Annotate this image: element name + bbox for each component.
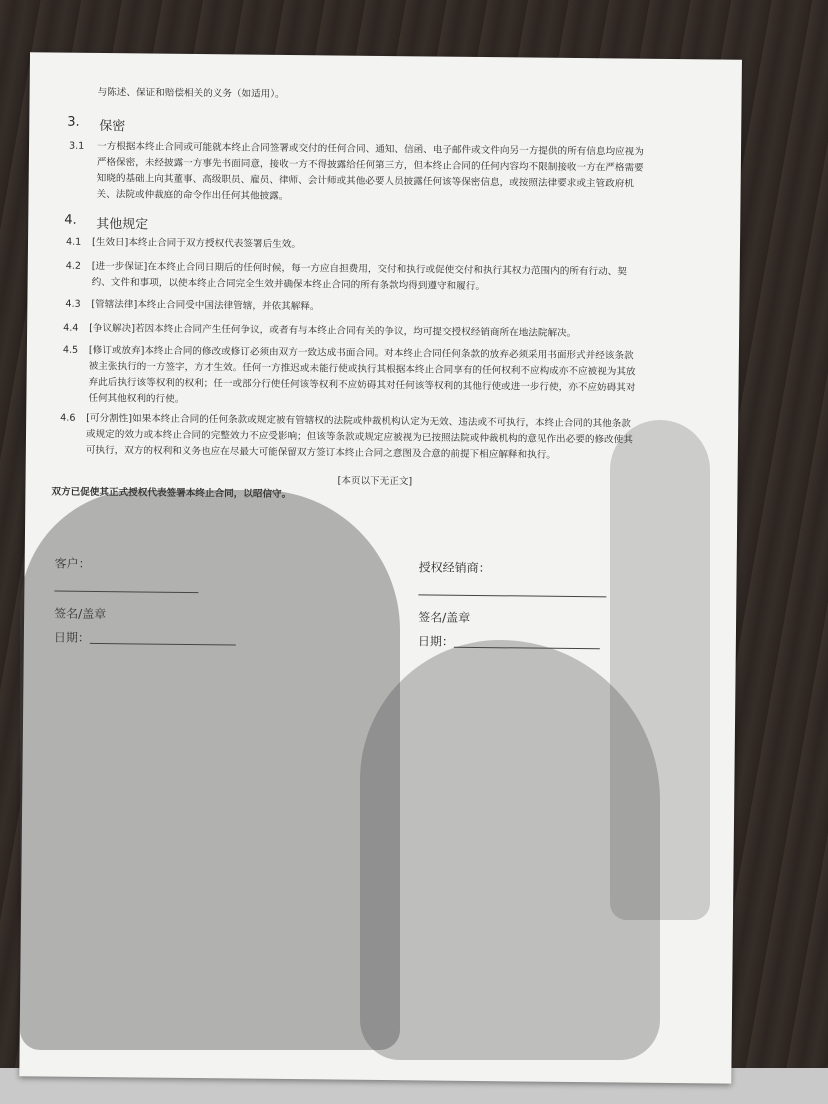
clause-3-1-line-4: 关、法院或仲裁庭的命令作出任何其他披露。 [96, 188, 289, 202]
clause-4-1-number: 4.1 [65, 236, 82, 248]
clause-4-6-line-2: 或规定的效力或本终止合同的完整效力不应受影响；但该等条款或规定应被视为已按照法院或仲裁机构的意见作出必要的修改使其 [85, 428, 633, 446]
dealer-date-label: 日期： [417, 634, 454, 649]
clause-4-5-line-4: 任何其他权利的行使。 [88, 392, 185, 405]
document-page [19, 52, 742, 1083]
clause-4-5-line-2: 被主张执行的一方签字，方才生效。任何一方推迟或未能行使或执行其根据本终止合同享有的任何权利不应构成亦不应被视为其放 [88, 360, 636, 378]
clause-4-4-line-1: [争议解决]若因本终止合同产生任何争议，或者有与本终止合同有关的争议，均可提交授权经销商所在地法院解决。 [89, 322, 577, 340]
clause-4-6-line-1: [可分割性]如果本终止合同的任何条款或规定被有管辖权的法院或仲裁机构认定为无效、违法或不可执行，本终止合同的其他条款 [86, 412, 631, 430]
dealer-signature-line [418, 594, 606, 597]
clause-4-2-line-1: [进一步保证]在本终止合同日期后的任何时候，每一方应自担费用，交付和执行或促使交付和执行其权力范围内的所有行动、契 [91, 260, 627, 278]
clause-4-4-number: 4.4 [63, 322, 79, 334]
section-4-number: 4. [64, 212, 77, 228]
clause-4-3-number: 4.3 [65, 298, 81, 310]
clause-4-2-number: 4.2 [65, 260, 82, 272]
clause-4-2-line-2: 约、文件和事项，以使本终止合同完全生效并确保本终止合同的所有条款均得到遵守和履行。 [91, 276, 485, 293]
clause-3-1-line-3: 知晓的基础上向其董事、高级职员、雇员、律师、会计师或其他必要人员披露任何该等保密信息，或按照法律要求或主管政府机 [96, 172, 634, 190]
witness-statement: 双方已促使其正式授权代表签署本终止合同，以昭信守。 [51, 486, 292, 501]
clause-3-1-number: 3.1 [68, 140, 85, 152]
clause-4-1-line-1: [生效日]本终止合同于双方授权代表签署后生效。 [91, 236, 302, 251]
clause-4-5-line-1: [修订或放弃]本终止合同的修改或修订必须由双方一致达成书面合同。对本终止合同任何条款的放弃必须采用书面形式并经该条款 [88, 344, 634, 362]
customer-signature-line [54, 591, 198, 594]
customer-sign-label: 签名/盖章 [54, 606, 107, 622]
clause-4-6-number: 4.6 [60, 412, 76, 424]
section-3-number: 3. [67, 114, 80, 130]
section-4-title: 其他规定 [96, 216, 149, 233]
clause-4-6-line-3: 可执行，双方的权利和义务也应在尽最大可能保留双方签订本终止合同之意图及合意的前提下相应解释和执行。 [85, 444, 556, 461]
dealer-label: 授权经销商： [418, 560, 491, 576]
section-3-title: 保密 [99, 119, 126, 135]
clause-4-5-line-3: 弃此后执行该等权利的权利；任一或部分行使任何该等权利不应妨碍其对任何该等权利的其他行使或进一步行使，亦不应妨碍其对 [88, 376, 636, 394]
clause-4-5-number: 4.5 [62, 344, 79, 356]
customer-label: 客户： [54, 556, 91, 571]
customer-date-label: 日期： [53, 630, 90, 645]
intro-line: 与陈述、保证和赔偿相关的义务（如适用）。 [97, 86, 285, 100]
clause-3-1-line-1: 一方根据本终止合同或可能就本终止合同签署或交付的任何合同、通知、信函、电子邮件或文件向另一方提供的所有信息均应视为 [96, 140, 644, 158]
customer-date-line [90, 643, 236, 646]
clause-3-1-line-2: 严格保密，未经披露一方事先书面同意，接收一方不得披露给任何第三方，但本终止合同的任何内容均不限制接收一方在严格需要 [96, 156, 644, 174]
dealer-sign-label: 签名/盖章 [418, 610, 471, 625]
dealer-date-line [454, 647, 600, 650]
clause-4-3-line-1: [管辖法律]本终止合同受中国法律管辖，并依其解释。 [91, 298, 320, 313]
no-text-below-note: [本页以下无正文] [337, 475, 413, 488]
